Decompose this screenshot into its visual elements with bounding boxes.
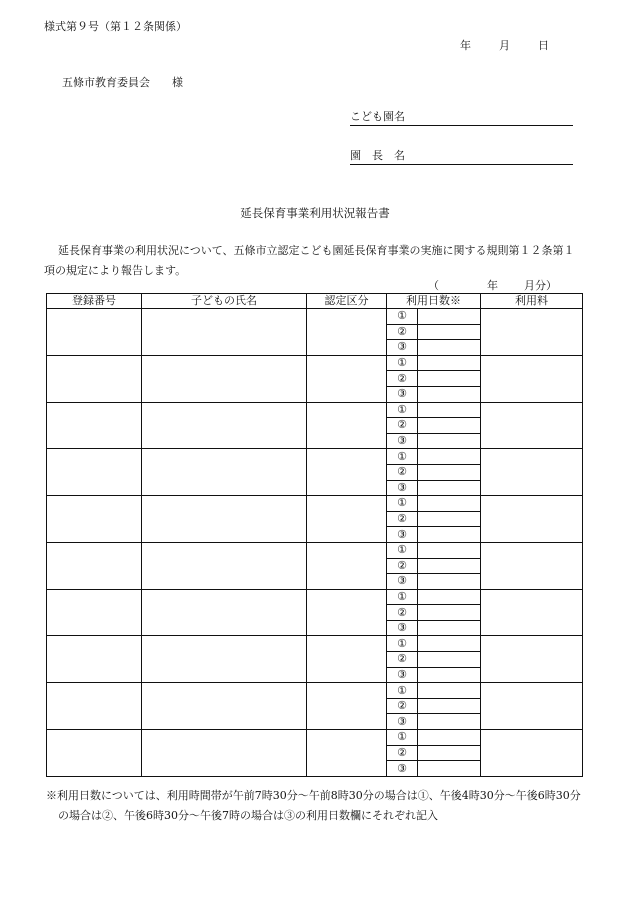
table-row (47, 542, 583, 558)
table-row (47, 636, 583, 652)
time-slot-mark: ② (387, 652, 418, 668)
certification-category-cell[interactable] (307, 449, 387, 496)
usage-days-cell[interactable] (418, 371, 481, 387)
child-name-cell[interactable] (142, 496, 307, 543)
usage-days-cell[interactable] (418, 496, 481, 512)
time-slot-mark: ② (387, 745, 418, 761)
usage-fee-cell[interactable] (481, 683, 583, 730)
usage-days-cell[interactable] (418, 309, 481, 325)
usage-days-cell[interactable] (418, 418, 481, 434)
footnote-line-2: の場合は②、午後6時30分～午後7時の場合は③の利用日数欄にそれぞれ記入 (58, 809, 438, 822)
usage-fee-cell[interactable] (481, 589, 583, 636)
report-period (428, 277, 557, 293)
usage-days-cell[interactable] (418, 402, 481, 418)
date-year-label: 年 (460, 39, 471, 52)
registration-number-cell[interactable] (47, 309, 142, 356)
usage-fee-cell[interactable] (481, 402, 583, 449)
usage-days-cell[interactable] (418, 714, 481, 730)
usage-days-cell[interactable] (418, 464, 481, 480)
time-slot-mark: ③ (387, 386, 418, 402)
table-row (47, 449, 583, 465)
time-slot-mark: ③ (387, 433, 418, 449)
child-name-cell[interactable] (142, 683, 307, 730)
principal-name-label: 園 長 名 (350, 149, 405, 162)
time-slot-mark: ① (387, 449, 418, 465)
registration-number-cell[interactable] (47, 589, 142, 636)
usage-days-cell[interactable] (418, 386, 481, 402)
time-slot-mark: ③ (387, 574, 418, 590)
table-row (47, 496, 583, 512)
time-slot-mark: ③ (387, 761, 418, 777)
time-slot-mark: ① (387, 309, 418, 325)
usage-days-cell[interactable] (418, 652, 481, 668)
usage-days-cell[interactable] (418, 511, 481, 527)
time-slot-mark: ① (387, 636, 418, 652)
table-row (47, 309, 583, 325)
usage-report-table (46, 293, 583, 777)
footnote (46, 786, 586, 826)
addressee-name: 五條市教育委員会 (62, 76, 150, 89)
usage-fee-cell[interactable] (481, 449, 583, 496)
usage-days-cell[interactable] (418, 683, 481, 699)
usage-days-cell[interactable] (418, 745, 481, 761)
certification-category-cell[interactable] (307, 355, 387, 402)
certification-category-cell[interactable] (307, 730, 387, 777)
usage-days-cell[interactable] (418, 449, 481, 465)
time-slot-mark: ③ (387, 667, 418, 683)
certification-category-cell[interactable] (307, 589, 387, 636)
table-row (47, 355, 583, 371)
usage-days-cell[interactable] (418, 542, 481, 558)
table-row (47, 402, 583, 418)
usage-days-cell[interactable] (418, 480, 481, 496)
usage-days-cell[interactable] (418, 324, 481, 340)
child-name-cell[interactable] (142, 449, 307, 496)
usage-fee-cell[interactable] (481, 542, 583, 589)
certification-category-cell[interactable] (307, 309, 387, 356)
body-text: 延長保育事業の利用状況について、五條市立認定こども園延長保育事業の実施に関する規則第１２条第１項の規定により報告します。 (44, 244, 575, 277)
time-slot-mark: ① (387, 589, 418, 605)
date-line (460, 37, 549, 53)
registration-number-cell[interactable] (47, 730, 142, 777)
time-slot-mark: ② (387, 698, 418, 714)
usage-days-cell[interactable] (418, 620, 481, 636)
time-slot-mark: ② (387, 558, 418, 574)
usage-days-cell[interactable] (418, 605, 481, 621)
usage-days-cell[interactable] (418, 761, 481, 777)
child-name-cell[interactable] (142, 730, 307, 777)
table-row (47, 683, 583, 699)
time-slot-mark: ① (387, 402, 418, 418)
header-certification-category: 認定区分 (307, 294, 387, 309)
time-slot-mark: ② (387, 371, 418, 387)
time-slot-mark: ① (387, 496, 418, 512)
usage-fee-cell[interactable] (481, 496, 583, 543)
time-slot-mark: ③ (387, 480, 418, 496)
usage-fee-cell[interactable] (481, 730, 583, 777)
usage-fee-cell[interactable] (481, 355, 583, 402)
addressee-honorific: 様 (172, 76, 183, 89)
usage-days-cell[interactable] (418, 698, 481, 714)
time-slot-mark: ① (387, 542, 418, 558)
time-slot-mark: ① (387, 355, 418, 371)
table-row (47, 589, 583, 605)
header-child-name: 子どもの氏名 (142, 294, 307, 309)
child-name-cell[interactable] (142, 636, 307, 683)
period-year: 年 (487, 279, 498, 292)
time-slot-mark: ② (387, 464, 418, 480)
usage-days-cell[interactable] (418, 527, 481, 543)
table-row (47, 730, 583, 746)
time-slot-mark: ③ (387, 620, 418, 636)
certification-category-cell[interactable] (307, 683, 387, 730)
usage-days-cell[interactable] (418, 433, 481, 449)
header-usage-fee: 利用料 (481, 294, 583, 309)
child-name-cell[interactable] (142, 402, 307, 449)
child-name-cell[interactable] (142, 589, 307, 636)
certification-category-cell[interactable] (307, 402, 387, 449)
registration-number-cell[interactable] (47, 636, 142, 683)
usage-days-cell[interactable] (418, 730, 481, 746)
usage-days-cell[interactable] (418, 355, 481, 371)
registration-number-cell[interactable] (47, 683, 142, 730)
time-slot-mark: ① (387, 730, 418, 746)
registration-number-cell[interactable] (47, 496, 142, 543)
school-name-field[interactable] (350, 109, 573, 126)
usage-days-cell[interactable] (418, 558, 481, 574)
time-slot-mark: ③ (387, 340, 418, 356)
time-slot-mark: ③ (387, 714, 418, 730)
usage-days-cell[interactable] (418, 340, 481, 356)
school-name-label: こども園名 (350, 110, 405, 123)
time-slot-mark: ② (387, 324, 418, 340)
form-number: 様式第９号（第１２条関係） (44, 20, 187, 33)
usage-days-cell[interactable] (418, 636, 481, 652)
usage-fee-cell[interactable] (481, 636, 583, 683)
child-name-cell[interactable] (142, 542, 307, 589)
certification-category-cell[interactable] (307, 496, 387, 543)
date-day-label: 日 (538, 39, 549, 52)
table-header-row (47, 294, 583, 309)
registration-number-cell[interactable] (47, 402, 142, 449)
child-name-cell[interactable] (142, 355, 307, 402)
usage-fee-cell[interactable] (481, 309, 583, 356)
time-slot-mark: ① (387, 683, 418, 699)
principal-name-field[interactable] (350, 148, 573, 165)
usage-days-cell[interactable] (418, 667, 481, 683)
usage-days-cell[interactable] (418, 574, 481, 590)
usage-days-cell[interactable] (418, 589, 481, 605)
time-slot-mark: ② (387, 605, 418, 621)
certification-category-cell[interactable] (307, 542, 387, 589)
certification-category-cell[interactable] (307, 636, 387, 683)
registration-number-cell[interactable] (47, 355, 142, 402)
time-slot-mark: ③ (387, 527, 418, 543)
document-title: 延長保育事業利用状況報告書 (240, 206, 390, 220)
registration-number-cell[interactable] (47, 449, 142, 496)
time-slot-mark: ② (387, 418, 418, 434)
period-open: （ (428, 279, 439, 292)
registration-number-cell[interactable] (47, 542, 142, 589)
time-slot-mark: ② (387, 511, 418, 527)
period-month: 月分） (524, 279, 557, 292)
child-name-cell[interactable] (142, 309, 307, 356)
date-month-label: 月 (499, 39, 510, 52)
addressee (62, 74, 183, 90)
header-registration-number: 登録番号 (47, 294, 142, 309)
header-usage-days: 利用日数※ (387, 294, 481, 309)
footnote-line-1: ※利用日数については、利用時間帯が午前7時30分～午前8時30分の場合は①、午後4時30分～午後6時30分 (46, 789, 581, 802)
